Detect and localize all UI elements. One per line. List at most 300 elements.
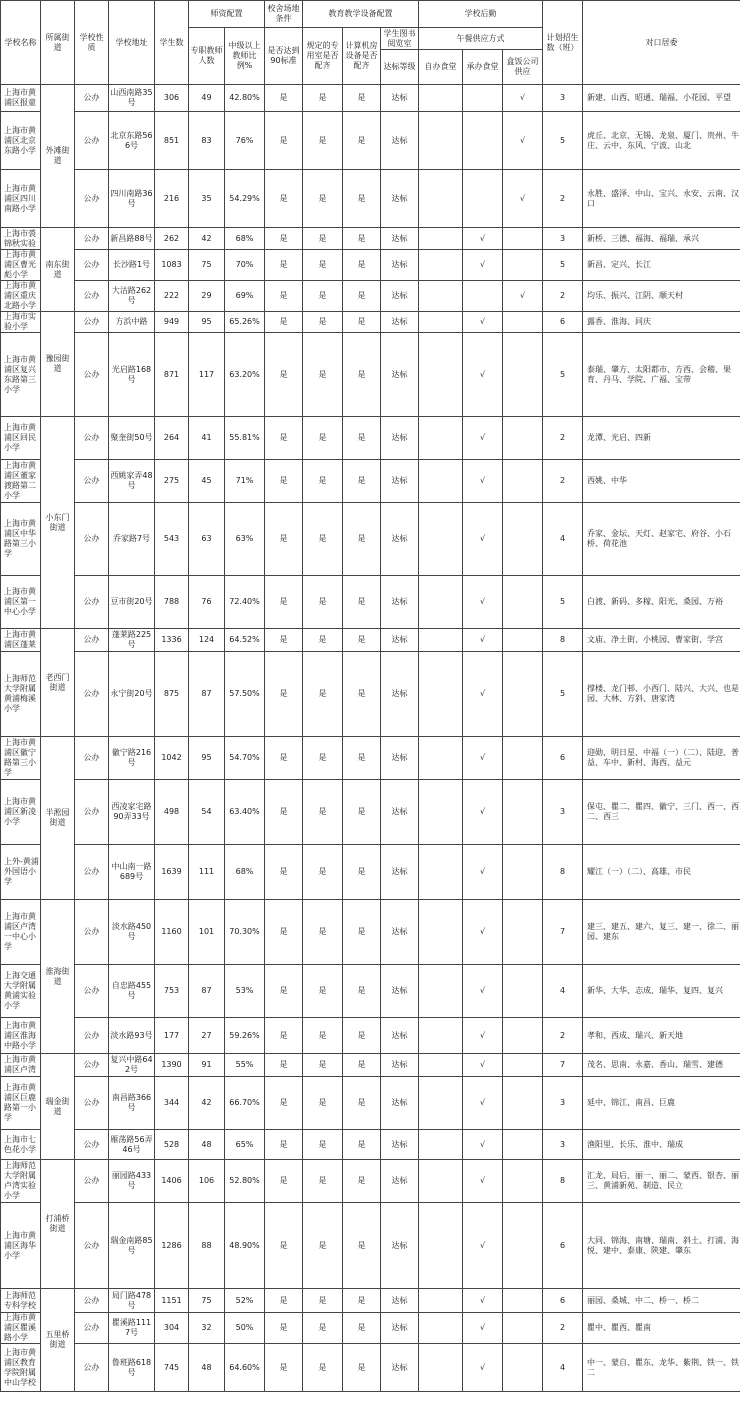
cell-address: 方浜中路 bbox=[109, 312, 155, 333]
cell-name: 上海市黄浦区曹光彪小学 bbox=[1, 250, 41, 281]
cell-areas: 延中、锦江、南昌、巨鹿 bbox=[583, 1077, 740, 1130]
header-lab: 规定的专用室是否配齐 bbox=[303, 28, 343, 85]
header-self: 自办食堂 bbox=[419, 50, 463, 85]
cell-teachers: 124 bbox=[189, 629, 225, 652]
cell-site: 是 bbox=[265, 250, 303, 281]
cell-nature: 公办 bbox=[75, 652, 109, 737]
cell-classes: 6 bbox=[543, 737, 583, 780]
header-site-group: 校舍场地条件 bbox=[265, 1, 303, 28]
cell-students: 851 bbox=[155, 112, 189, 170]
cell-library: 达标 bbox=[381, 1130, 419, 1160]
cell-library: 达标 bbox=[381, 1160, 419, 1203]
cell-address: 复兴中路642号 bbox=[109, 1054, 155, 1077]
cell-address: 新昌路88号 bbox=[109, 228, 155, 250]
cell-site: 是 bbox=[265, 417, 303, 460]
cell-teachers: 45 bbox=[189, 460, 225, 503]
cell-areas: 汇龙、局后、丽一、丽二、蒙西、银杏、丽三、黄浦新苑、制造、民立 bbox=[583, 1160, 740, 1203]
cell-students: 306 bbox=[155, 85, 189, 112]
cell-ratio: 64.60% bbox=[225, 1344, 265, 1392]
cell-site: 是 bbox=[265, 1077, 303, 1130]
cell-delivery bbox=[503, 1130, 543, 1160]
cell-contract: √ bbox=[463, 1077, 503, 1130]
cell-areas: 孝和、西成、瑞兴、新天地 bbox=[583, 1018, 740, 1054]
cell-students: 875 bbox=[155, 652, 189, 737]
cell-lab: 是 bbox=[303, 780, 343, 845]
cell-self bbox=[419, 1130, 463, 1160]
cell-delivery bbox=[503, 333, 543, 417]
cell-self bbox=[419, 228, 463, 250]
cell-nature: 公办 bbox=[75, 417, 109, 460]
table-row bbox=[1, 737, 740, 780]
cell-name: 上海市黄浦区四川南路小学 bbox=[1, 170, 41, 228]
cell-areas: 撑楼、龙门邨、小西门、陆兴、大兴、也是园、大林、方斜、唐家湾 bbox=[583, 652, 740, 737]
cell-areas: 西姚、中华 bbox=[583, 460, 740, 503]
cell-students: 949 bbox=[155, 312, 189, 333]
cell-self bbox=[419, 780, 463, 845]
cell-delivery bbox=[503, 1077, 543, 1130]
cell-areas: 茂名、思南、永嘉、香山、瑞雪、建德 bbox=[583, 1054, 740, 1077]
table-row bbox=[1, 460, 740, 503]
cell-contract: √ bbox=[463, 250, 503, 281]
cell-self bbox=[419, 312, 463, 333]
cell-classes: 3 bbox=[543, 780, 583, 845]
table-row bbox=[1, 228, 740, 250]
cell-areas: 新建、山西、昭通、瑞福、小花园、平望 bbox=[583, 85, 740, 112]
header-site: 是否达到90标准 bbox=[265, 28, 303, 85]
table-row bbox=[1, 250, 740, 281]
cell-site: 是 bbox=[265, 1203, 303, 1289]
header-areas: 对口居委 bbox=[583, 1, 740, 85]
cell-site: 是 bbox=[265, 112, 303, 170]
cell-self bbox=[419, 965, 463, 1018]
cell-contract: √ bbox=[463, 1018, 503, 1054]
cell-site: 是 bbox=[265, 629, 303, 652]
cell-library: 达标 bbox=[381, 417, 419, 460]
cell-lab: 是 bbox=[303, 1130, 343, 1160]
cell-delivery bbox=[503, 965, 543, 1018]
cell-contract: √ bbox=[463, 1344, 503, 1392]
cell-lab: 是 bbox=[303, 503, 343, 576]
cell-ratio: 71% bbox=[225, 460, 265, 503]
cell-students: 528 bbox=[155, 1130, 189, 1160]
cell-teachers: 35 bbox=[189, 170, 225, 228]
table-row bbox=[1, 503, 740, 576]
cell-name: 上海市黄浦区淮海中路小学 bbox=[1, 1018, 41, 1054]
cell-library: 达标 bbox=[381, 333, 419, 417]
cell-self bbox=[419, 112, 463, 170]
cell-self bbox=[419, 576, 463, 629]
cell-teachers: 91 bbox=[189, 1054, 225, 1077]
cell-contract: √ bbox=[463, 845, 503, 900]
cell-address: 瑞金南路85号 bbox=[109, 1203, 155, 1289]
cell-students: 1336 bbox=[155, 629, 189, 652]
cell-contract: √ bbox=[463, 900, 503, 965]
cell-name: 上海市黄浦区教育学院附属中山学校 bbox=[1, 1344, 41, 1392]
cell-students: 543 bbox=[155, 503, 189, 576]
cell-library: 达标 bbox=[381, 652, 419, 737]
cell-students: 1042 bbox=[155, 737, 189, 780]
cell-name: 上海市黄浦区重庆北路小学 bbox=[1, 281, 41, 312]
cell-computer: 是 bbox=[343, 737, 381, 780]
cell-lab: 是 bbox=[303, 312, 343, 333]
cell-areas: 龙潭、光启、四新 bbox=[583, 417, 740, 460]
cell-areas: 中一、蒙自、瞿东、龙华、紫荆、铁一、铁二 bbox=[583, 1344, 740, 1392]
cell-lab: 是 bbox=[303, 1313, 343, 1344]
cell-students: 262 bbox=[155, 228, 189, 250]
cell-ratio: 76% bbox=[225, 112, 265, 170]
cell-teachers: 95 bbox=[189, 312, 225, 333]
cell-delivery bbox=[503, 460, 543, 503]
cell-lab: 是 bbox=[303, 1054, 343, 1077]
cell-ratio: 59.26% bbox=[225, 1018, 265, 1054]
header-ratio: 中级以上教师比例% bbox=[225, 28, 265, 85]
cell-delivery bbox=[503, 228, 543, 250]
cell-ratio: 66.70% bbox=[225, 1077, 265, 1130]
cell-contract: √ bbox=[463, 629, 503, 652]
cell-students: 177 bbox=[155, 1018, 189, 1054]
cell-address: 中山南一路689号 bbox=[109, 845, 155, 900]
cell-site: 是 bbox=[265, 85, 303, 112]
cell-ratio: 57.50% bbox=[225, 652, 265, 737]
cell-street: 外滩街道 bbox=[41, 85, 75, 228]
cell-name: 上海市黄浦区北京东路小学 bbox=[1, 112, 41, 170]
cell-self bbox=[419, 460, 463, 503]
cell-classes: 5 bbox=[543, 576, 583, 629]
cell-contract: √ bbox=[463, 1203, 503, 1289]
cell-students: 275 bbox=[155, 460, 189, 503]
cell-classes: 8 bbox=[543, 629, 583, 652]
header-teachers: 专职教师人数 bbox=[189, 28, 225, 85]
cell-areas: 瞿中、瞿西、瞿南 bbox=[583, 1313, 740, 1344]
cell-address: 西姚家弄48号 bbox=[109, 460, 155, 503]
cell-classes: 2 bbox=[543, 460, 583, 503]
table-row bbox=[1, 85, 740, 112]
cell-ratio: 64.52% bbox=[225, 629, 265, 652]
cell-computer: 是 bbox=[343, 780, 381, 845]
cell-contract: √ bbox=[463, 965, 503, 1018]
table-row bbox=[1, 780, 740, 845]
cell-name: 上海师范大学附属黄浦梅溪小学 bbox=[1, 652, 41, 737]
cell-street: 南东街道 bbox=[41, 228, 75, 312]
cell-computer: 是 bbox=[343, 460, 381, 503]
cell-site: 是 bbox=[265, 1018, 303, 1054]
cell-library: 达标 bbox=[381, 1077, 419, 1130]
cell-street: 豫园街道 bbox=[41, 312, 75, 417]
cell-name: 上海市黄浦区徽宁路第三小学 bbox=[1, 737, 41, 780]
cell-computer: 是 bbox=[343, 1130, 381, 1160]
header-delivery: 盒饭公司供应 bbox=[503, 50, 543, 85]
cell-contract: √ bbox=[463, 333, 503, 417]
cell-library: 达标 bbox=[381, 460, 419, 503]
cell-contract bbox=[463, 85, 503, 112]
cell-lab: 是 bbox=[303, 417, 343, 460]
cell-address: 雁荡路56弄46号 bbox=[109, 1130, 155, 1160]
cell-ratio: 72.40% bbox=[225, 576, 265, 629]
cell-delivery bbox=[503, 250, 543, 281]
cell-nature: 公办 bbox=[75, 1344, 109, 1392]
cell-ratio: 68% bbox=[225, 228, 265, 250]
cell-students: 745 bbox=[155, 1344, 189, 1392]
cell-address: 聚奎街50号 bbox=[109, 417, 155, 460]
cell-classes: 8 bbox=[543, 1160, 583, 1203]
cell-name: 上海市黄浦区报童 bbox=[1, 85, 41, 112]
header-street: 所属街道 bbox=[41, 1, 75, 85]
cell-address: 大沽路262号 bbox=[109, 281, 155, 312]
table-row bbox=[1, 1160, 740, 1203]
cell-library: 达标 bbox=[381, 281, 419, 312]
cell-students: 1390 bbox=[155, 1054, 189, 1077]
cell-lab: 是 bbox=[303, 1344, 343, 1392]
cell-address: 西凌家宅路90弄33号 bbox=[109, 780, 155, 845]
cell-ratio: 65% bbox=[225, 1130, 265, 1160]
cell-site: 是 bbox=[265, 900, 303, 965]
cell-street: 五里桥街道 bbox=[41, 1289, 75, 1392]
cell-site: 是 bbox=[265, 170, 303, 228]
cell-computer: 是 bbox=[343, 1077, 381, 1130]
cell-site: 是 bbox=[265, 333, 303, 417]
cell-contract: √ bbox=[463, 460, 503, 503]
cell-nature: 公办 bbox=[75, 85, 109, 112]
cell-address: 自忠路455号 bbox=[109, 965, 155, 1018]
cell-self bbox=[419, 417, 463, 460]
cell-computer: 是 bbox=[343, 1344, 381, 1392]
cell-street: 半淞园街道 bbox=[41, 737, 75, 900]
cell-computer: 是 bbox=[343, 228, 381, 250]
cell-site: 是 bbox=[265, 228, 303, 250]
cell-computer: 是 bbox=[343, 417, 381, 460]
cell-contract: √ bbox=[463, 1130, 503, 1160]
cell-teachers: 49 bbox=[189, 85, 225, 112]
cell-lab: 是 bbox=[303, 170, 343, 228]
cell-street: 小东门街道 bbox=[41, 417, 75, 629]
cell-delivery: √ bbox=[503, 281, 543, 312]
cell-site: 是 bbox=[265, 1313, 303, 1344]
table-row bbox=[1, 1077, 740, 1130]
cell-classes: 6 bbox=[543, 1289, 583, 1313]
cell-teachers: 48 bbox=[189, 1344, 225, 1392]
cell-nature: 公办 bbox=[75, 1077, 109, 1130]
cell-delivery bbox=[503, 1313, 543, 1344]
cell-classes: 2 bbox=[543, 281, 583, 312]
cell-delivery bbox=[503, 1344, 543, 1392]
cell-site: 是 bbox=[265, 780, 303, 845]
table-row bbox=[1, 900, 740, 965]
cell-teachers: 83 bbox=[189, 112, 225, 170]
cell-classes: 2 bbox=[543, 417, 583, 460]
cell-nature: 公办 bbox=[75, 503, 109, 576]
cell-areas: 露香、淮海、同庆 bbox=[583, 312, 740, 333]
cell-lab: 是 bbox=[303, 629, 343, 652]
cell-computer: 是 bbox=[343, 333, 381, 417]
cell-self bbox=[419, 737, 463, 780]
header-library-group: 学生图书阅览室 bbox=[381, 28, 419, 50]
cell-areas: 耀江（一）（二）、高雄、市民 bbox=[583, 845, 740, 900]
cell-students: 871 bbox=[155, 333, 189, 417]
cell-library: 达标 bbox=[381, 85, 419, 112]
cell-ratio: 53% bbox=[225, 965, 265, 1018]
cell-students: 753 bbox=[155, 965, 189, 1018]
cell-lab: 是 bbox=[303, 281, 343, 312]
table-row bbox=[1, 1130, 740, 1160]
cell-address: 丽园路433号 bbox=[109, 1160, 155, 1203]
cell-contract: √ bbox=[463, 1054, 503, 1077]
table-row bbox=[1, 417, 740, 460]
cell-contract: √ bbox=[463, 1160, 503, 1203]
header-contract: 承办食堂 bbox=[463, 50, 503, 85]
cell-students: 1286 bbox=[155, 1203, 189, 1289]
cell-library: 达标 bbox=[381, 112, 419, 170]
cell-teachers: 42 bbox=[189, 228, 225, 250]
cell-self bbox=[419, 1344, 463, 1392]
cell-nature: 公办 bbox=[75, 737, 109, 780]
cell-name: 上海市黄浦区蓬莱 bbox=[1, 629, 41, 652]
cell-name: 上海交通大学附属黄浦实验小学 bbox=[1, 965, 41, 1018]
cell-address: 豆市街20号 bbox=[109, 576, 155, 629]
cell-self bbox=[419, 1018, 463, 1054]
cell-computer: 是 bbox=[343, 250, 381, 281]
cell-name: 上外-黄浦外国语小学 bbox=[1, 845, 41, 900]
cell-classes: 6 bbox=[543, 1203, 583, 1289]
cell-lab: 是 bbox=[303, 228, 343, 250]
cell-library: 达标 bbox=[381, 900, 419, 965]
cell-teachers: 95 bbox=[189, 737, 225, 780]
cell-self bbox=[419, 250, 463, 281]
cell-areas: 保屯、瞿二、瞿四、徽宁、三门、西一、西二、西三 bbox=[583, 780, 740, 845]
cell-name: 上海市黄浦区复兴东路第三小学 bbox=[1, 333, 41, 417]
cell-address: 南昌路366号 bbox=[109, 1077, 155, 1130]
cell-classes: 7 bbox=[543, 1054, 583, 1077]
cell-computer: 是 bbox=[343, 85, 381, 112]
cell-computer: 是 bbox=[343, 1313, 381, 1344]
header-students: 学生数 bbox=[155, 1, 189, 85]
cell-address: 北京东路566号 bbox=[109, 112, 155, 170]
cell-delivery bbox=[503, 629, 543, 652]
cell-address: 四川南路36号 bbox=[109, 170, 155, 228]
cell-areas: 均乐、振兴、江阴、顺天村 bbox=[583, 281, 740, 312]
cell-students: 1160 bbox=[155, 900, 189, 965]
cell-ratio: 63.20% bbox=[225, 333, 265, 417]
cell-students: 1083 bbox=[155, 250, 189, 281]
cell-lab: 是 bbox=[303, 85, 343, 112]
cell-classes: 5 bbox=[543, 333, 583, 417]
cell-library: 达标 bbox=[381, 1203, 419, 1289]
cell-lab: 是 bbox=[303, 1077, 343, 1130]
cell-delivery bbox=[503, 503, 543, 576]
cell-teachers: 63 bbox=[189, 503, 225, 576]
cell-site: 是 bbox=[265, 503, 303, 576]
cell-ratio: 54.29% bbox=[225, 170, 265, 228]
cell-students: 498 bbox=[155, 780, 189, 845]
cell-library: 达标 bbox=[381, 250, 419, 281]
cell-nature: 公办 bbox=[75, 900, 109, 965]
cell-computer: 是 bbox=[343, 281, 381, 312]
cell-classes: 4 bbox=[543, 1344, 583, 1392]
cell-ratio: 42.80% bbox=[225, 85, 265, 112]
cell-delivery bbox=[503, 1160, 543, 1203]
cell-contract: √ bbox=[463, 652, 503, 737]
cell-name: 上海师范大学附属卢湾实验小学 bbox=[1, 1160, 41, 1203]
cell-self bbox=[419, 85, 463, 112]
cell-ratio: 54.70% bbox=[225, 737, 265, 780]
cell-delivery: √ bbox=[503, 85, 543, 112]
cell-self bbox=[419, 1077, 463, 1130]
cell-teachers: 75 bbox=[189, 250, 225, 281]
header-computer: 计算机房设备是否配齐 bbox=[343, 28, 381, 85]
cell-name: 上海市裘锦秋实验 bbox=[1, 228, 41, 250]
cell-classes: 2 bbox=[543, 1313, 583, 1344]
cell-delivery bbox=[503, 737, 543, 780]
cell-areas: 渔阳里、长乐、淮中、瑞成 bbox=[583, 1130, 740, 1160]
cell-address: 光启路168号 bbox=[109, 333, 155, 417]
cell-nature: 公办 bbox=[75, 1203, 109, 1289]
cell-lab: 是 bbox=[303, 1160, 343, 1203]
cell-contract: √ bbox=[463, 1289, 503, 1313]
cell-library: 达标 bbox=[381, 312, 419, 333]
cell-ratio: 70% bbox=[225, 250, 265, 281]
cell-teachers: 54 bbox=[189, 780, 225, 845]
table-row bbox=[1, 1344, 740, 1392]
cell-contract bbox=[463, 112, 503, 170]
cell-name: 上海市黄浦区新凌小学 bbox=[1, 780, 41, 845]
cell-ratio: 70.30% bbox=[225, 900, 265, 965]
cell-nature: 公办 bbox=[75, 250, 109, 281]
cell-self bbox=[419, 503, 463, 576]
cell-self bbox=[419, 333, 463, 417]
cell-classes: 5 bbox=[543, 112, 583, 170]
cell-computer: 是 bbox=[343, 900, 381, 965]
cell-lab: 是 bbox=[303, 965, 343, 1018]
cell-classes: 5 bbox=[543, 652, 583, 737]
cell-areas: 新昌、定兴、长江 bbox=[583, 250, 740, 281]
cell-classes: 2 bbox=[543, 170, 583, 228]
cell-delivery bbox=[503, 780, 543, 845]
cell-name: 上海市实验小学 bbox=[1, 312, 41, 333]
cell-computer: 是 bbox=[343, 170, 381, 228]
cell-address: 徽宁路216号 bbox=[109, 737, 155, 780]
cell-street: 打浦桥街道 bbox=[41, 1160, 75, 1289]
cell-name: 上海市黄浦区回民小学 bbox=[1, 417, 41, 460]
header-teachers-group: 师资配置 bbox=[189, 1, 265, 28]
header-lunch-group: 午餐供应方式 bbox=[419, 28, 543, 50]
cell-classes: 4 bbox=[543, 965, 583, 1018]
cell-areas: 新桥、三德、福海、福瑞、承兴 bbox=[583, 228, 740, 250]
header-library: 达标等级 bbox=[381, 50, 419, 85]
cell-delivery: √ bbox=[503, 170, 543, 228]
cell-library: 达标 bbox=[381, 228, 419, 250]
cell-library: 达标 bbox=[381, 965, 419, 1018]
table-row bbox=[1, 629, 740, 652]
table-row bbox=[1, 312, 740, 333]
cell-site: 是 bbox=[265, 1054, 303, 1077]
cell-address: 局门路478号 bbox=[109, 1289, 155, 1313]
cell-lab: 是 bbox=[303, 652, 343, 737]
cell-students: 788 bbox=[155, 576, 189, 629]
cell-students: 1406 bbox=[155, 1160, 189, 1203]
table-row bbox=[1, 576, 740, 629]
cell-students: 216 bbox=[155, 170, 189, 228]
cell-lab: 是 bbox=[303, 112, 343, 170]
cell-self bbox=[419, 170, 463, 228]
cell-site: 是 bbox=[265, 1160, 303, 1203]
cell-classes: 2 bbox=[543, 1018, 583, 1054]
cell-classes: 7 bbox=[543, 900, 583, 965]
cell-classes: 3 bbox=[543, 85, 583, 112]
cell-nature: 公办 bbox=[75, 112, 109, 170]
cell-nature: 公办 bbox=[75, 965, 109, 1018]
cell-teachers: 48 bbox=[189, 1130, 225, 1160]
cell-self bbox=[419, 652, 463, 737]
cell-name: 上海市黄浦区卢湾 bbox=[1, 1054, 41, 1077]
